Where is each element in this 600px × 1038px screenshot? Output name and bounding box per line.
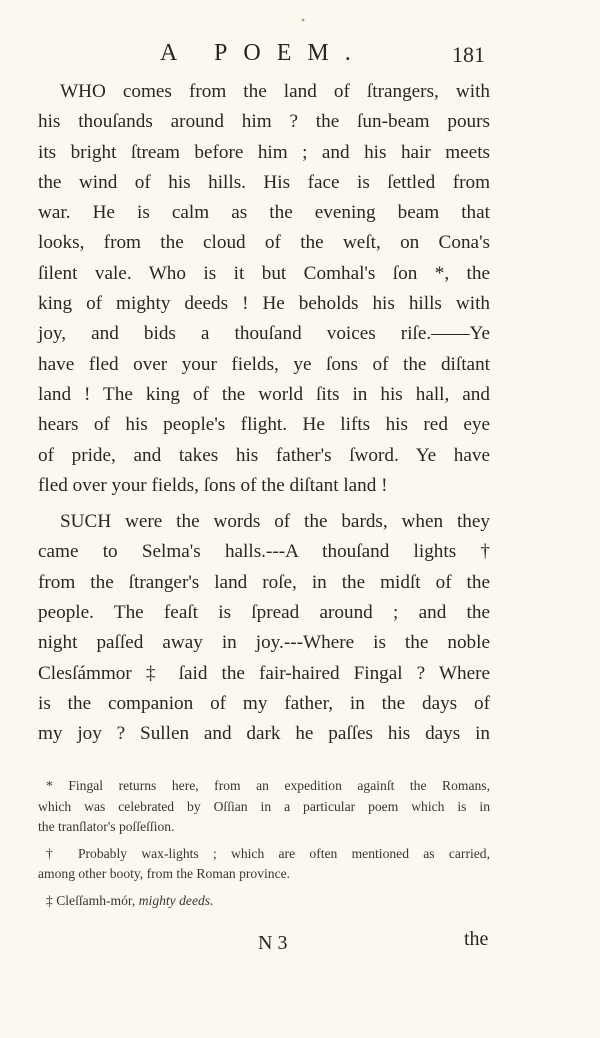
text-line: is the companion of my father, in the days of xyxy=(38,692,490,714)
footnote-line: which was celebrated by Oſſian in a particular poem which is in xyxy=(38,798,490,814)
decorative-dot: • xyxy=(300,16,306,27)
footnotes xyxy=(38,776,490,911)
text-line: night paſſed away in joy.---Where is the noble xyxy=(38,632,490,654)
text-line: king of mighty deeds ! He beholds his hills with xyxy=(38,293,490,315)
footnote-3-italic: mighty deeds. xyxy=(138,892,214,908)
page-header xyxy=(0,38,600,78)
footnote-3-text: ‡ Cleſſamh-mór, xyxy=(46,892,136,908)
catchword: the xyxy=(464,928,489,950)
text-line: have fled over your fields, ye ſons of the diſtant xyxy=(38,353,490,375)
text-line: Clesſámmor ‡ ſaid the fair-haired Fingal ? Where xyxy=(38,662,490,684)
text-line: war. He is calm as the evening beam that xyxy=(38,202,490,224)
paragraph-2 xyxy=(38,507,490,749)
signature-mark: N 3 xyxy=(258,932,288,954)
page-number: 181 xyxy=(452,42,485,67)
footnote-line xyxy=(38,891,490,912)
running-head: A POEM. xyxy=(160,40,367,66)
text-line: its bright ſtream before him ; and his hair meets xyxy=(38,141,490,163)
footnote-line: the tranſlator's poſſeſſion. xyxy=(38,819,175,834)
page-footer xyxy=(0,928,600,968)
text-line: SUCH were the words of the bards, when they xyxy=(60,511,490,533)
text-line: from the ſtranger's land roſe, in the midſt of the xyxy=(38,571,490,593)
text-line: the wind of his hills. His face is ſettled from xyxy=(38,171,490,193)
text-line: his thouſands around him ? the ſun-beam pours xyxy=(38,111,490,133)
footnote-line: † Probably wax-lights ; which are often mentioned as carried, xyxy=(46,845,490,861)
text-line: joy, and bids a thouſand voices riſe.——Ye xyxy=(38,323,490,345)
footnote-line: * Fingal returns here, from an expedition againſt the Romans, xyxy=(46,778,490,793)
main-text xyxy=(38,77,490,750)
text-line: hears of his people's flight. He lifts his red eye xyxy=(38,414,490,436)
footnote-line: among other booty, from the Roman province. xyxy=(38,866,291,881)
text-line: of pride, and takes his father's ſword. Ye have xyxy=(38,444,490,466)
text-line: came to Selma's halls.---A thouſand lights † xyxy=(38,541,490,563)
text-line: looks, from the cloud of the weſt, on Cona's xyxy=(38,232,490,254)
text-line: land ! The king of the world ſits in his hall, and xyxy=(38,383,490,405)
text-line: my joy ? Sullen and dark he paſſes his days in xyxy=(38,723,490,745)
text-line: people. The feaſt is ſpread around ; and the xyxy=(38,602,490,624)
text-line: fled over your fields, ſons of the diſtant land ! xyxy=(38,474,388,496)
text-line: ſilent vale. Who is it but Comhal's ſon *, the xyxy=(38,262,490,284)
text-line: WHO comes from the land of ſtrangers, with xyxy=(60,81,490,102)
